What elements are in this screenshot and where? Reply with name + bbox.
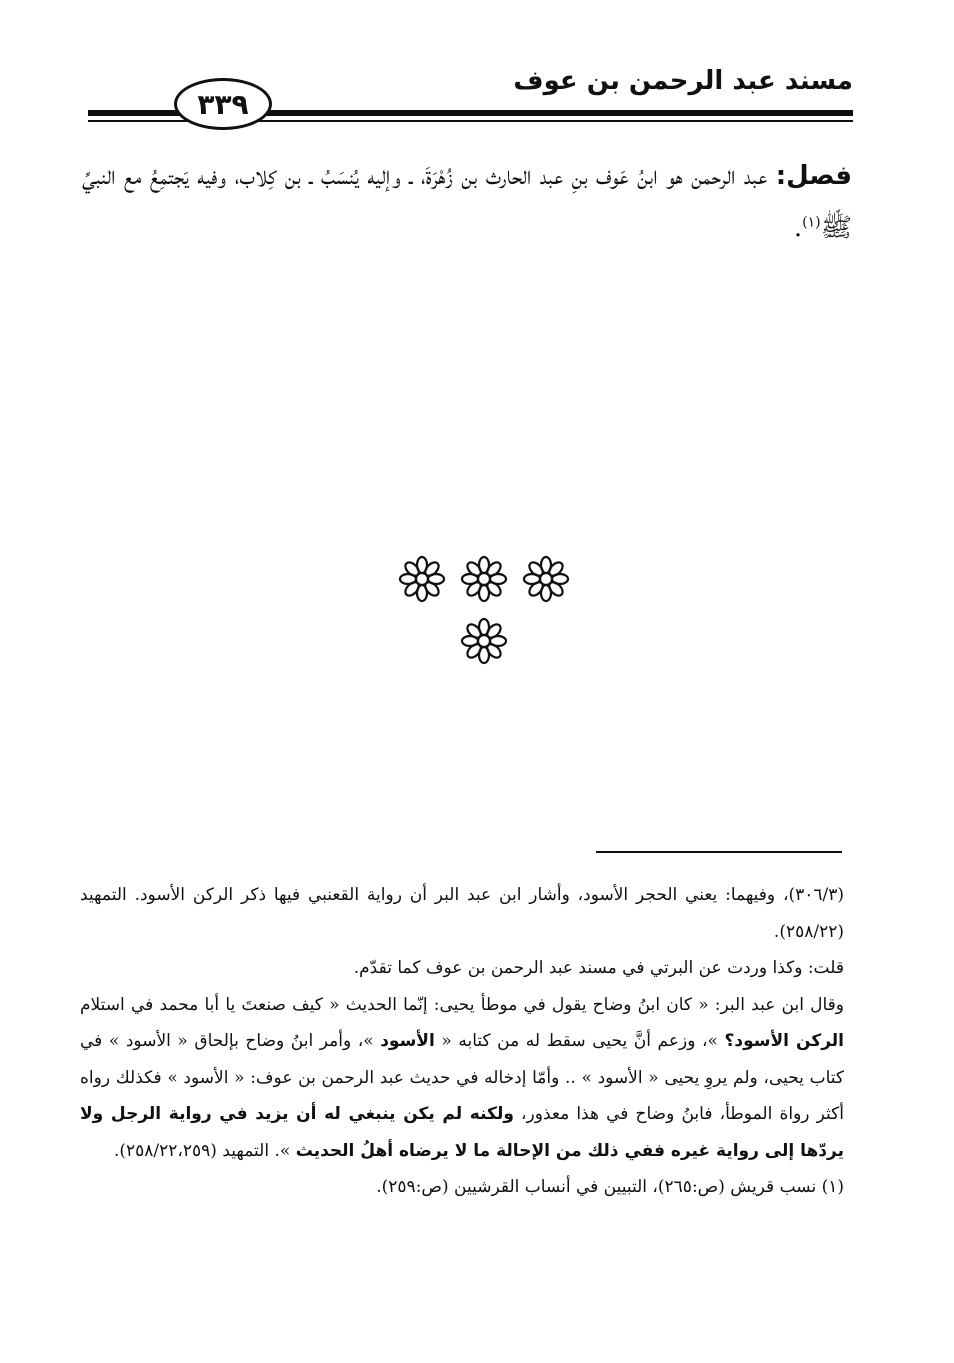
rosette-ornament-icon: [460, 617, 508, 665]
footnote-separator: [596, 851, 842, 853]
footnote-text: »، وأمر ابنُ وضاح بإلحاق « الأسود » في كتاب يحيى، ولم يروِ يحيى « الأسود » .. وأمّا إدخاله في حديث عبد الرحمن بن عوف: « الأسود » فكذلك رواه أكثر رواة الموطأ، فابنُ وضاح في هذا معذور،: [80, 1031, 844, 1124]
page-header: [88, 60, 853, 150]
footnote-continuation-2: قلت: وكذا وردت عن البرتي في مسند عبد الرحمن بن عوف كما تقدّم.: [353, 958, 844, 978]
main-body-text: عبد الرحمن هو ابنُ عَوف بنِ عبد الحارث بن زُهْرَةَ، ـ وإليه يُنسَبُ ـ بن كِلاب، وفيه يَجتمِعُ مع النبيِّ ﷺ: [82, 161, 852, 243]
footnote-text: ». التمهيد (٢٥٨/٢٢،٢٥٩).: [113, 1140, 296, 1161]
rosette-ornament-icon: [460, 555, 508, 603]
section-lead-word: فصل:: [775, 161, 852, 191]
ornament-group: [380, 555, 580, 675]
main-paragraph: [82, 150, 852, 254]
footnote-bold-text: الأسود: [380, 1031, 435, 1051]
footnotes-block: [80, 877, 844, 1206]
footnote-text: وقال ابن عبد البر: « كان ابنُ وضاح يقول في موطأ يحيى: إنّما الحديث « كيف صنعتَ يا أبا محمد في استلام: [80, 994, 844, 1015]
page-number-badge: [174, 78, 272, 130]
footnote-bold-text: ولكنه لم يكن ينبغي له أن يزيد في رواية الرجل ولا يردّها إلى رواية غيره ففي ذلك من الإحالة ما لا يرضاه أهلُ الحديث: [80, 1104, 844, 1161]
footnote-reference: (١): [802, 214, 821, 231]
running-title: مسند عبد الرحمن بن عوف: [513, 66, 853, 96]
footnote-bold-text: الركن الأسود؟: [724, 1031, 844, 1051]
footnote-text: »، وزعم أنَّ يحيى سقط له من كتابه «: [434, 1031, 725, 1051]
rosette-ornament-icon: [522, 555, 570, 603]
footnote-continuation-3: [80, 987, 844, 1170]
page-number: ٣٣٩: [197, 87, 249, 121]
main-end-mark: .: [793, 213, 803, 243]
footnote-continuation-1: (٣٠٦/٣)، وفيهما: يعني الحجر الأسود، وأشار ابن عبد البر أن رواية القعنبي فيها ذكر الركن الأسود. التمهيد (٢٥٨/٢٢).: [80, 885, 844, 942]
footnote-1: (١) نسب قريش (ص:٢٦٥)، التبيين في أنساب القرشيين (ص:٢٥٩).: [376, 1177, 844, 1197]
rosette-ornament-icon: [398, 555, 446, 603]
